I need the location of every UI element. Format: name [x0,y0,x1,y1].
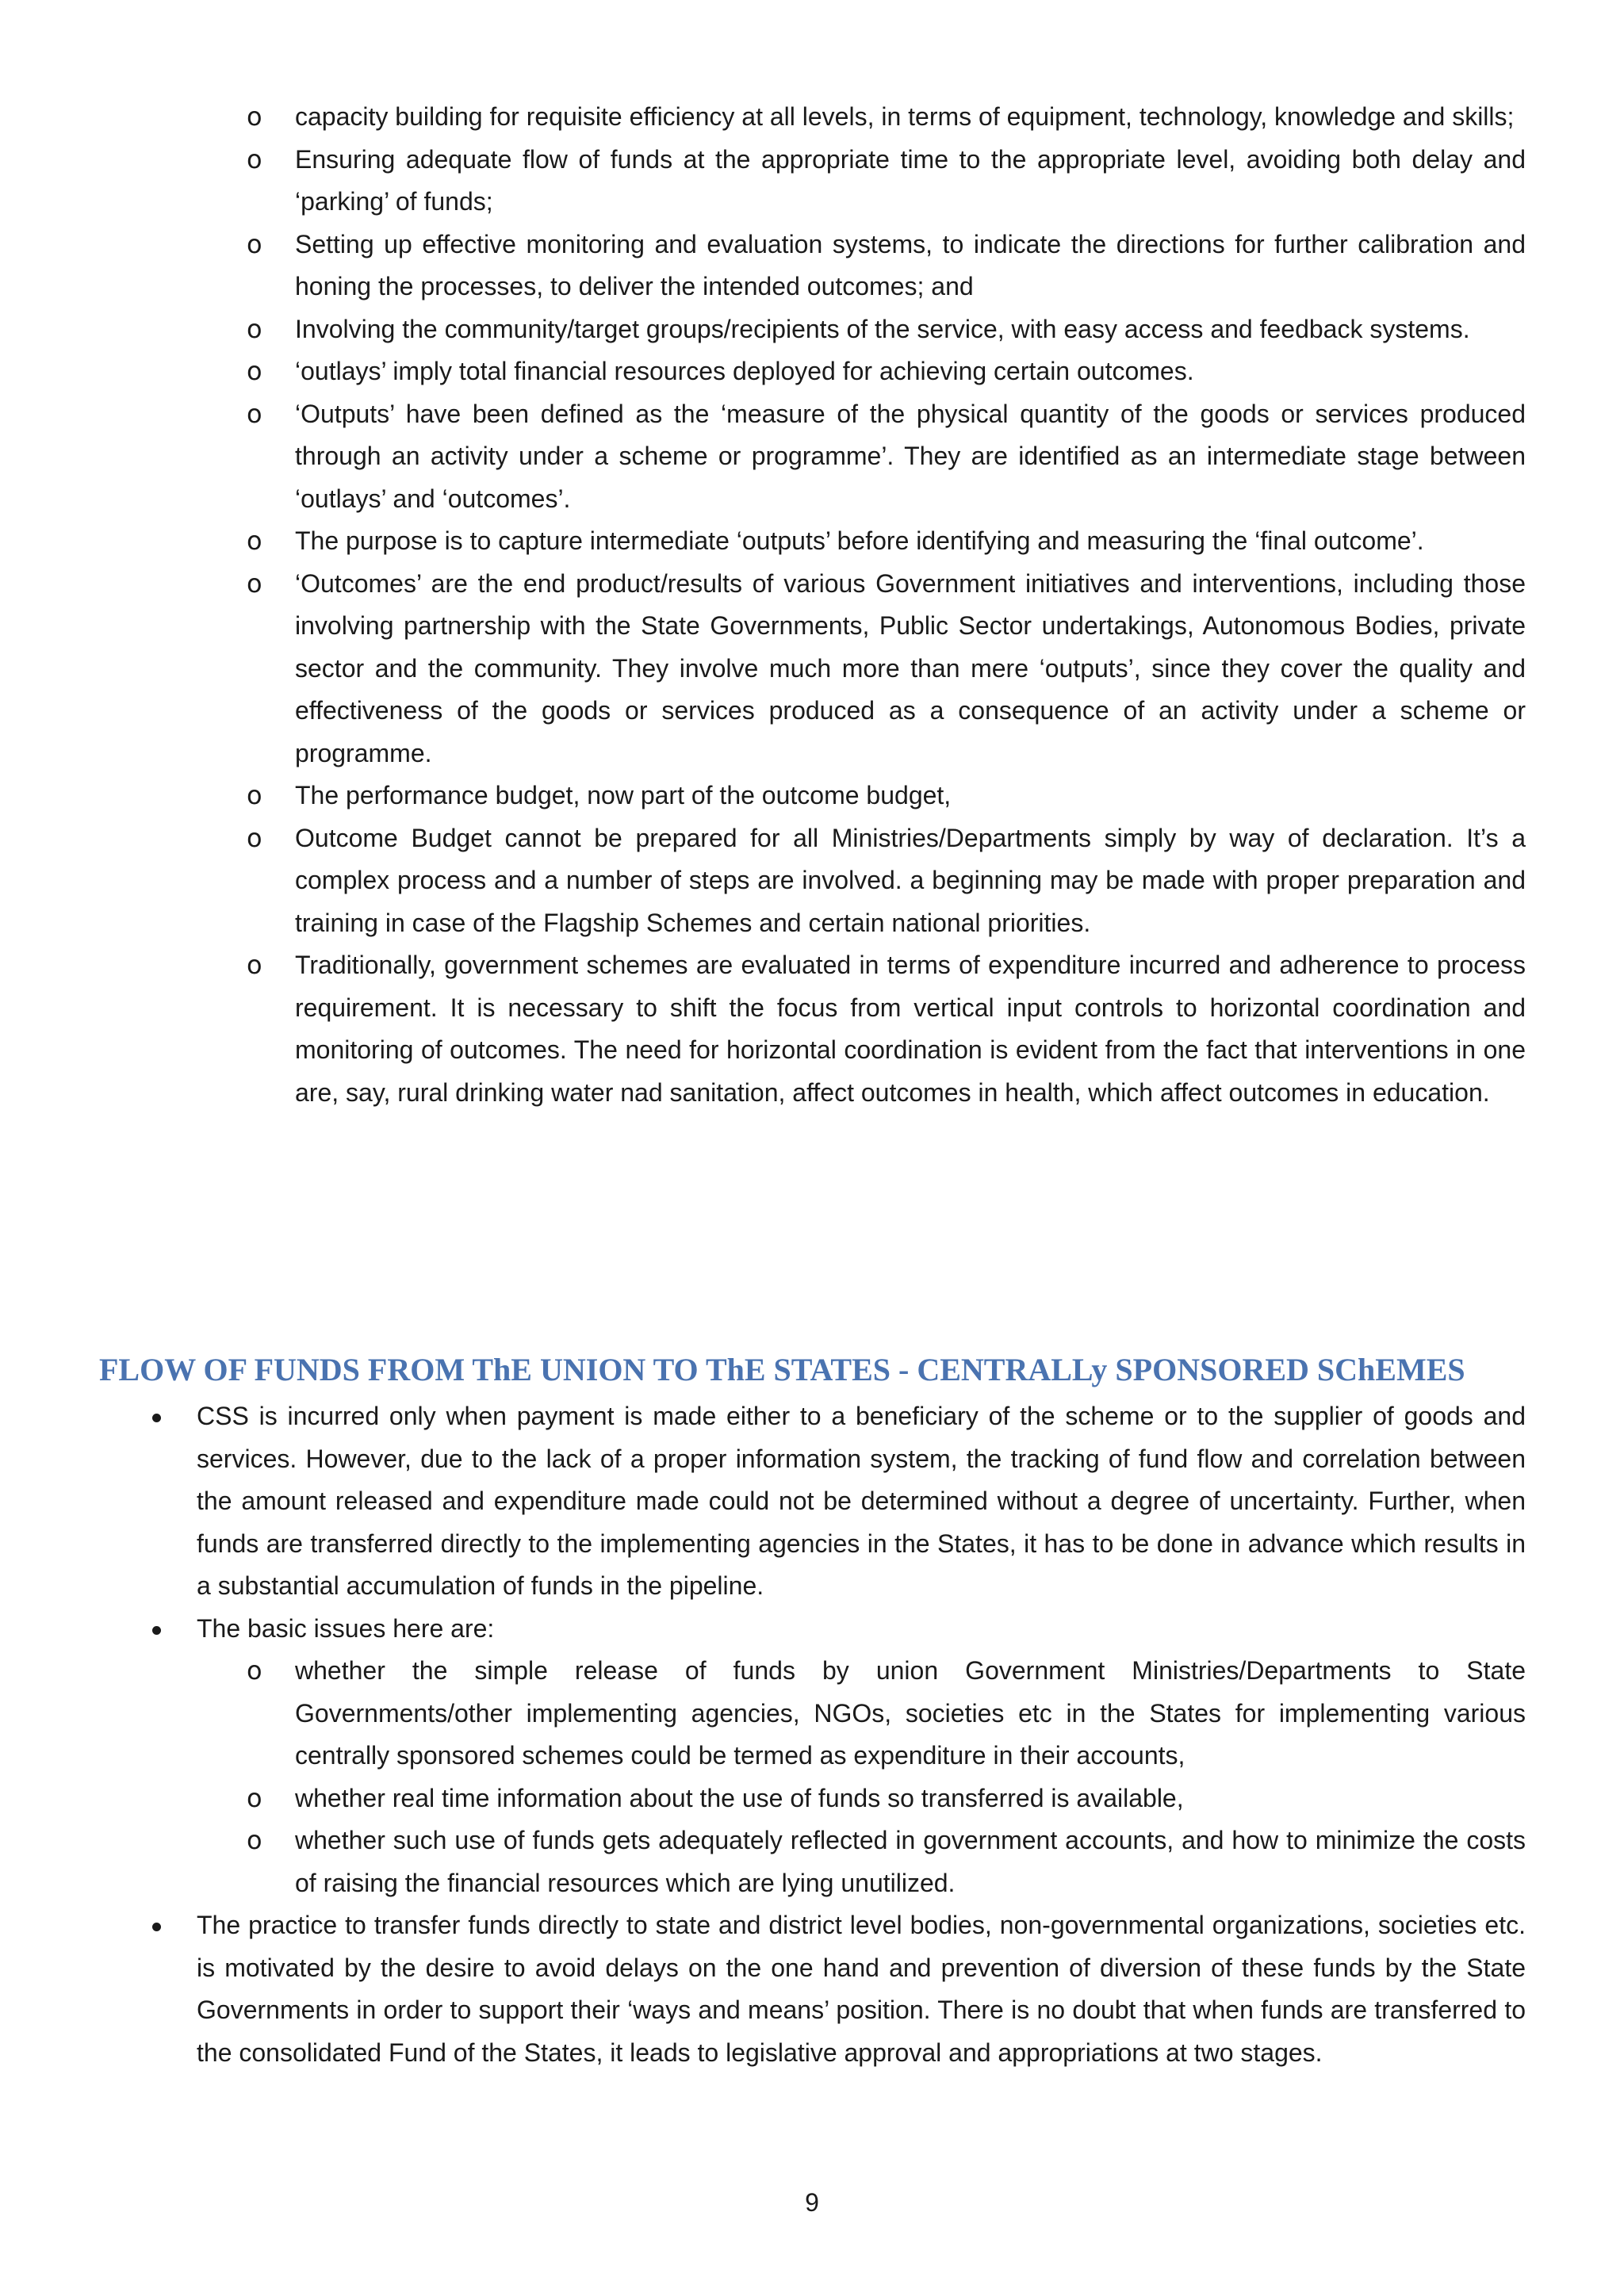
list-item: o whether the simple release of funds by union Government Ministries/Departments to State Governments/other implementing agencies, NGOs, societies etc in the States for implementing various centrally sponsored schemes could be termed as expenditure in their accounts, [295,1650,1526,1777]
list-item: o ‘Outcomes’ are the end product/results of various Government initiatives and interventions, including those involving partnership with the State Governments, Public Sector undertakings, Autonomous Bodies, private sector and the community. They involve much more than mere ‘outputs’, since they cover the quality and effectiveness of the goods or services produced as a consequence of an activity under a scheme or programme. [295,563,1526,775]
bullet-text: The basic issues here are: [197,1613,495,1643]
list-item: o Ensuring adequate flow of funds at the appropriate time to the appropriate level, avoiding both delay and ‘parking’ of funds; [295,139,1526,224]
bullet-item [197,1904,1526,2074]
list-item: o The performance budget, now part of the outcome budget, [295,775,1526,817]
basic-issues-sub-list [197,1650,1526,1904]
bullet-text: The practice to transfer funds directly to state and district level bodies, non-governmental organizations, societies etc. is motivated by the desire to avoid delays on the one hand and prevention of diversion of these funds by the State Governments in order to support their ‘ways and means’ position. There is no doubt that when funds are transferred to the consolidated Fund of the States, it leads to legislative approval and appropriations at two stages. [197,1911,1526,2067]
list-item: o ‘outlays’ imply total financial resources deployed for achieving certain outcomes. [295,350,1526,393]
list-item: o Outcome Budget cannot be prepared for all Ministries/Departments simply by way of declaration. It’s a complex process and a number of steps are involved. a beginning may be made with proper preparation and training in case of the Flagship Schemes and certain national priorities. [295,817,1526,945]
list-item: o The purpose is to capture intermediate ‘outputs’ before identifying and measuring the ‘final outcome’. [295,520,1526,563]
list-item: o whether such use of funds gets adequately reflected in government accounts, and how to minimize the costs of raising the financial resources which are lying unutilized. [295,1820,1526,1904]
list-item: o ‘Outputs’ have been defined as the ‘measure of the physical quantity of the goods or services produced through an activity under a scheme or programme’. They are identified as an intermediate stage between ‘outlays’ and ‘outcomes’. [295,393,1526,521]
list-item: o capacity building for requisite efficiency at all levels, in terms of equipment, technology, knowledge and skills; [295,96,1526,139]
bullet-item [197,1395,1526,1608]
list-item: o whether real time information about the use of funds so transferred is available, [295,1777,1526,1820]
outcome-budget-sub-list [295,96,1526,1114]
bullet-item [197,1608,1526,1905]
list-item: o Involving the community/target groups/recipients of the service, with easy access and feedback systems. [295,308,1526,351]
bullet-text: CSS is incurred only when payment is made either to a beneficiary of the scheme or to the supplier of goods and services. However, due to the lack of a proper information system, the tracking of fund flow and correlation between the amount released and expenditure made could not be determined without a degree of uncertainty. Further, when funds are transferred directly to the implementing agencies in the States, it has to be done in advance which results in a substantial accumulation of funds in the pipeline. [197,1402,1526,1600]
page-number: 9 [805,2188,819,2217]
list-item: o Traditionally, government schemes are evaluated in terms of expenditure incurred and adherence to process requirement. It is necessary to shift the focus from vertical input controls to horizontal coordination and monitoring of outcomes. The need for horizontal coordination is evident from the fact that interventions in one are, say, rural drinking water nad sanitation, affect outcomes in health, which affect outcomes in education. [295,944,1526,1114]
funds-flow-bullet-list [197,1395,1526,2074]
list-item: o Setting up effective monitoring and evaluation systems, to indicate the directions for further calibration and honing the processes, to deliver the intended outcomes; and [295,224,1526,308]
section-heading: FLOW OF FUNDS FROM ThE UNION TO ThE STATES - CENTRALLy SPONSORED SChEMES [99,1352,1465,1387]
